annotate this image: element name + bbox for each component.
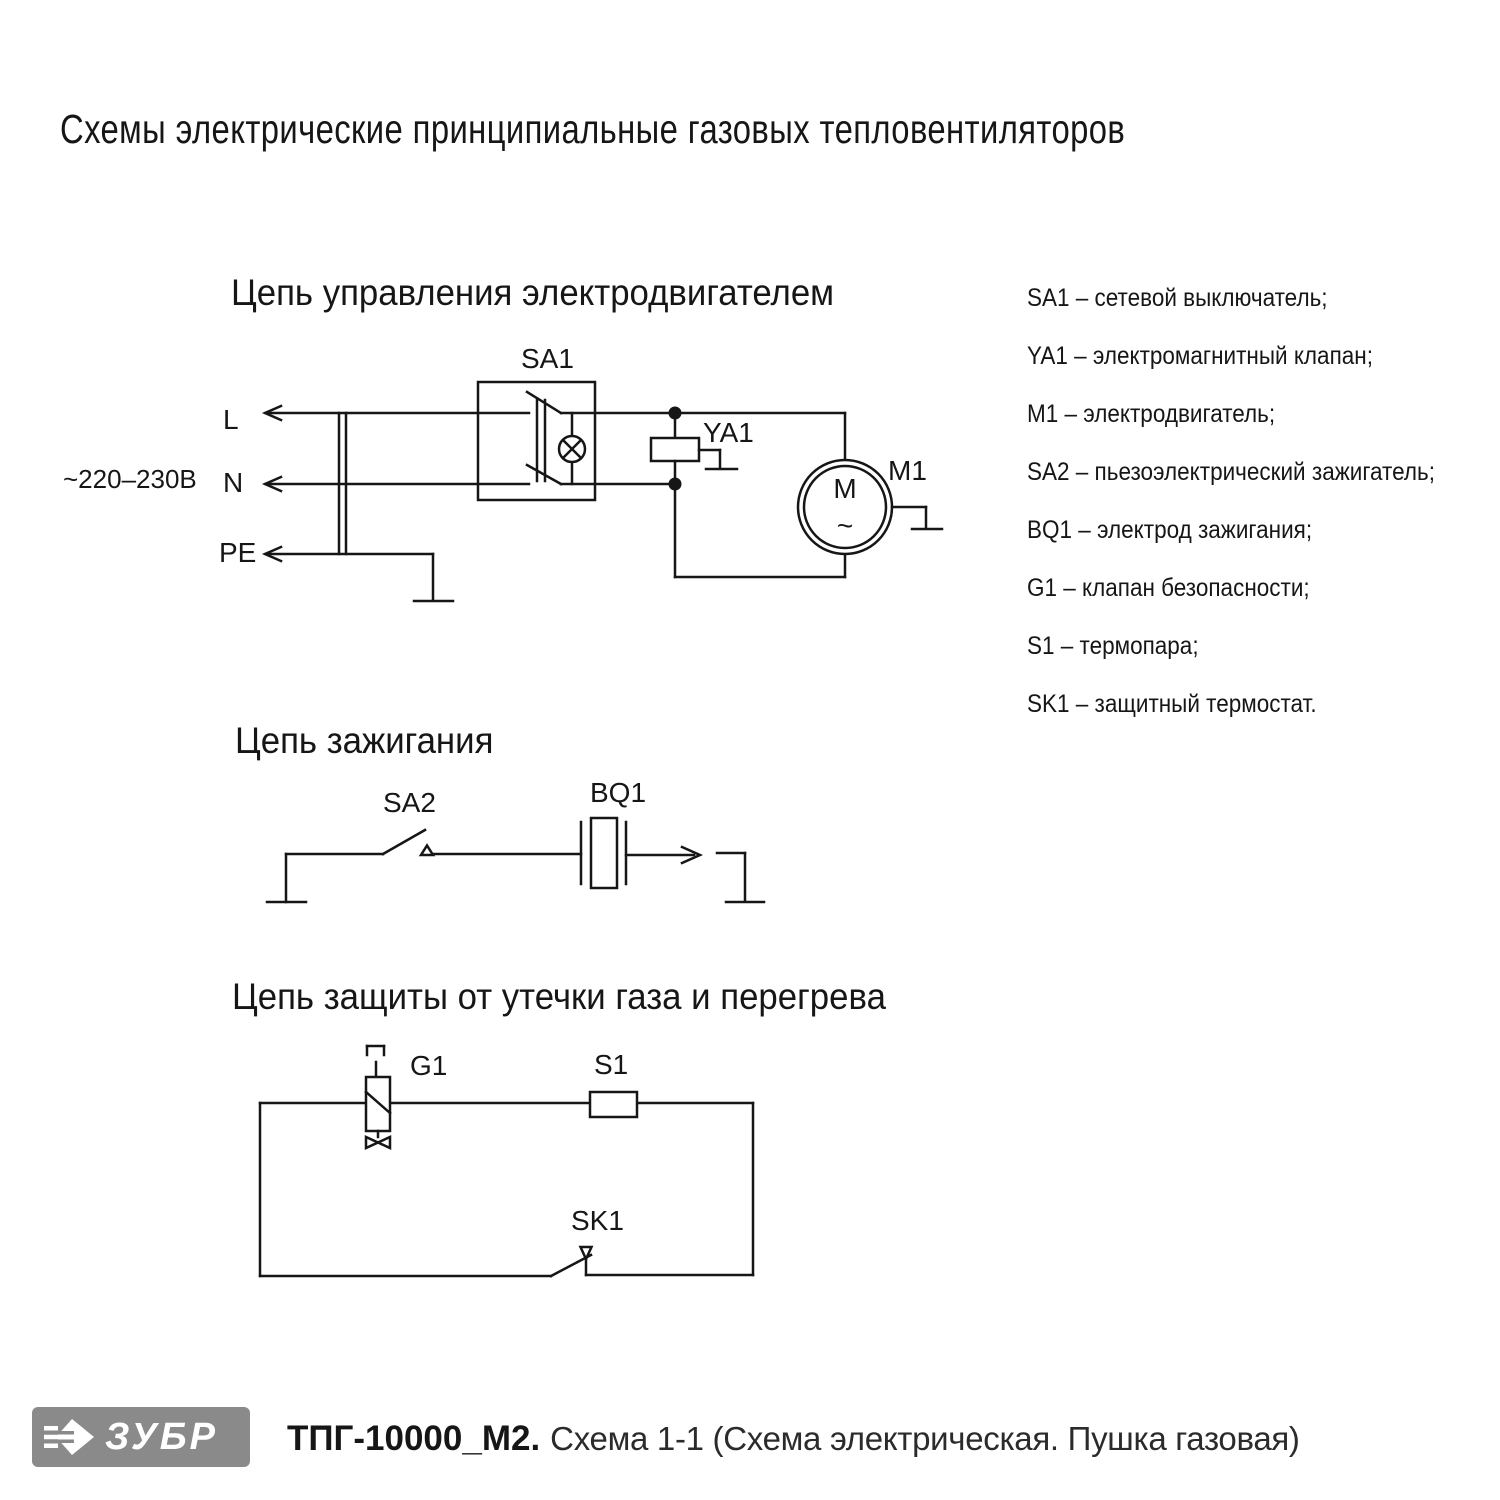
g1-label: G1 (410, 1050, 448, 1081)
legend-item-m1: M1 – электродвигатель; (1027, 400, 1276, 428)
zubr-logo (32, 1407, 250, 1467)
bq1-label: BQ1 (590, 777, 647, 808)
line-l-label: L (223, 404, 239, 435)
legend-item-sk1: SK1 – защитный термостат. (1027, 690, 1317, 718)
ya1-coil-box (651, 438, 699, 461)
legend-item-sa2: SA2 – пьезоэлектрический зажигатель; (1027, 458, 1435, 486)
page-title: Схемы электрические принципиальные газовых тепловентиляторов (60, 106, 1126, 152)
logo-slit (52, 1440, 74, 1444)
sa2-contact-icon (421, 846, 433, 856)
legend-item-sa1: SA1 – сетевой выключатель; (1027, 284, 1328, 312)
logo-bar (44, 1435, 58, 1440)
sk1-label: SK1 (571, 1205, 624, 1236)
motor-ac-symbol: ~ (836, 510, 854, 541)
circuit3-protection (260, 1046, 753, 1276)
line-n-label: N (223, 467, 244, 498)
schematic-caption: Схема 1-1 (Схема электрическая. Пушка газовая) (550, 1420, 1300, 1457)
sa2-blade (383, 830, 425, 854)
sa1-label: SA1 (521, 343, 574, 374)
model-number: ТПГ-10000_М2. (287, 1419, 541, 1458)
logo-diamond (56, 1419, 94, 1455)
circuit2-heading: Цепь зажигания (235, 720, 494, 761)
s1-label: S1 (594, 1049, 629, 1080)
legend-item-bq1: BQ1 – электрод зажигания; (1027, 516, 1313, 544)
g1-valve-bowtie-icon (378, 1137, 390, 1148)
footer-caption-line (287, 1419, 1300, 1459)
zubr-bison-arrow-icon (44, 1415, 96, 1459)
ya1-label: YA1 (703, 417, 754, 448)
circuit2-ignition (267, 777, 764, 902)
logo-bar (44, 1426, 58, 1431)
brand-name: ЗУБР (105, 1416, 218, 1458)
voltage-label: ~220–230В (63, 464, 197, 494)
sa2-label: SA2 (383, 787, 436, 818)
logo-slit (52, 1431, 74, 1435)
s1-thermocouple-box (590, 1092, 637, 1117)
m1-label: M1 (888, 455, 927, 486)
line-pe-label: PE (219, 537, 257, 568)
bq1-crystal-box (591, 818, 617, 888)
legend-item-s1: S1 – термопара; (1027, 632, 1199, 660)
logo-bar (44, 1444, 58, 1449)
motor-letter: M (833, 473, 857, 504)
circuit3-heading: Цепь защиты от утечки газа и перегрева (232, 976, 886, 1017)
circuit1-motor-control (63, 343, 942, 601)
legend-item-g1: G1 – клапан безопасности; (1027, 574, 1310, 602)
legend-item-ya1: YA1 – электромагнитный клапан; (1027, 342, 1373, 370)
circuit1-heading: Цепь управления электродвигателем (231, 272, 835, 313)
